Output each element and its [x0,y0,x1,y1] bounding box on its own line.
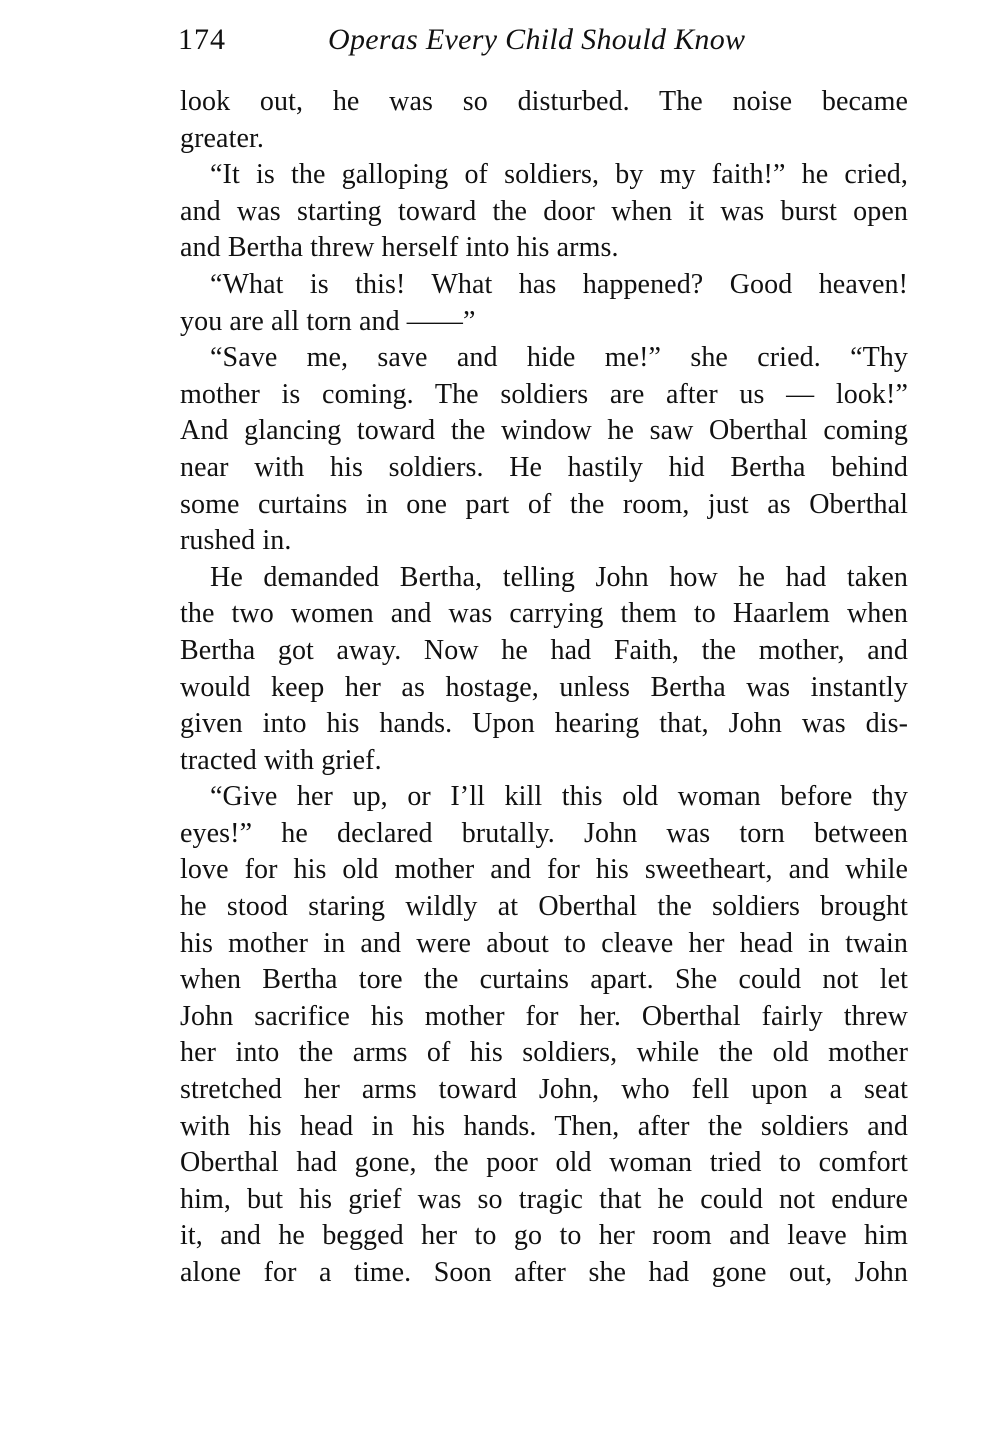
text-line: stretched her arms toward John, who fell upon a seat [180,1074,908,1106]
text-line: Oberthal had gone, the poor old woman tried to comfort [180,1147,908,1179]
text-line: look out, he was so disturbed. The noise became [180,86,908,117]
text-line: eyes!” he declared brutally. John was torn between [180,817,908,849]
text-line: mother is coming. The soldiers are after us — look!” [180,378,908,410]
text-line: “Give her up, or I’ll kill this old woman before thy [210,781,908,813]
text-line: given into his hands. Upon hearing that, John was dis- [180,708,908,740]
text-line: alone for a time. Soon after she had gone out, John [180,1257,908,1288]
text-line: would keep her as hostage, unless Bertha was instantly [180,671,908,703]
text-line: his mother in and were about to cleave her head in twain [180,927,908,959]
text-line: the two women and was carrying them to Haarlem when [180,598,908,630]
text-line: when Bertha tore the curtains apart. She could not let [180,964,908,996]
text-line: it, and he begged her to go to her room and leave him [180,1220,908,1252]
text-line: rushed in. [180,525,292,557]
text-line: and was starting toward the door when it was burst open [180,195,908,227]
text-line: with his head in his hands. Then, after the soldiers and [180,1110,908,1142]
running-head [178,20,908,60]
page-number: 174 [178,23,226,56]
text-line: and Bertha threw herself into his arms. [180,232,619,264]
text-line: “Save me, save and hide me!” she cried. “Thy [210,342,908,374]
text-line: him, but his grief was so tragic that he could not endure [180,1183,908,1215]
running-title: Operas Every Child Should Know [328,23,746,56]
text-line: John sacrifice his mother for her. Oberthal fairly threw [180,1000,908,1032]
text-line: her into the arms of his soldiers, while the old mother [180,1037,908,1069]
text-line: He demanded Bertha, telling John how he had taken [210,561,908,593]
text-line: near with his soldiers. He hastily hid Bertha behind [180,451,908,483]
text-line: love for his old mother and for his sweetheart, and while [180,854,908,886]
text-line: greater. [180,122,264,154]
text-line: tracted with grief. [180,744,382,776]
text-line: “It is the galloping of soldiers, by my faith!” he cried, [210,159,908,191]
text-line: “What is this! What has happened? Good heaven! [210,268,908,300]
text-line: some curtains in one part of the room, just as Oberthal [180,488,908,520]
text-line: Bertha got away. Now he had Faith, the mother, and [180,634,908,666]
body-text [180,84,908,1292]
text-line: And glancing toward the window he saw Oberthal coming [180,415,908,447]
text-line: he stood staring wildly at Oberthal the soldiers brought [180,891,908,923]
text-line: you are all torn and ——” [180,305,476,337]
